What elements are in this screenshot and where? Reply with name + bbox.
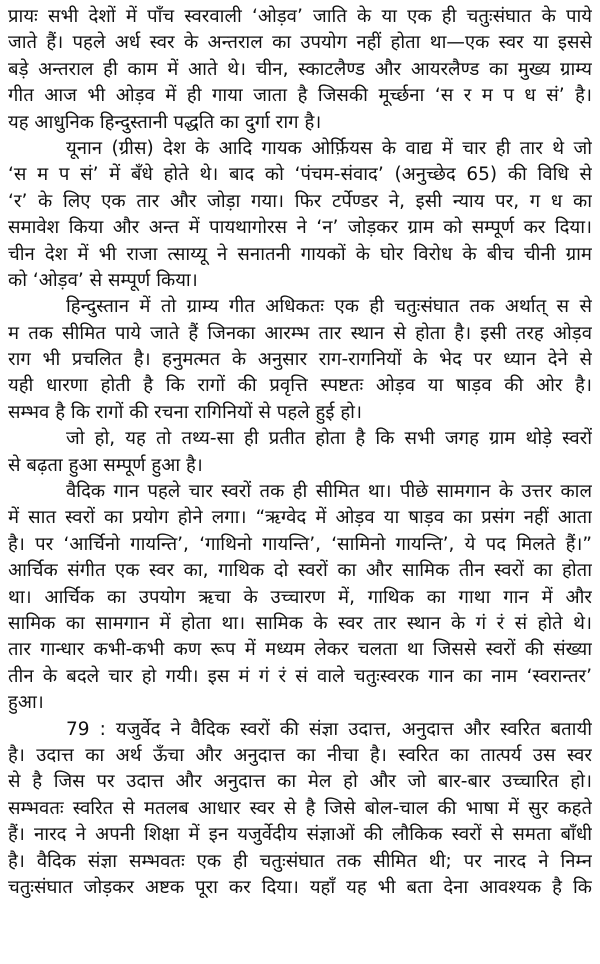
text-line: हैं। नारद ने अपनी शिक्षा में इन यजुर्वेदीय संज्ञाओं की लौकिक स्वरों से समता बाँधी [8,824,592,846]
text-line: चीन देश में भी राजा त्साय्यू ने सनातनी गायकों के घोर विरोध के बीच चीनी ग्राम [8,243,592,265]
paragraph [8,136,592,294]
text-line: है। पर ‘आर्चिनो गायन्ति’, ‘गाथिनो गायन्ति’, ‘सामिनो गायन्ति’, ये पद मिलते हैं।” [8,533,592,555]
paragraph [8,479,592,717]
text-line: में सात स्वरों का प्रयोग होने लगा। “ऋग्वेद में ओड़व या षाड़व का प्रसंग नहीं आता [8,507,592,529]
text-line: जो हो, यह तो तथ्य-सा ही प्रतीत होता है कि सभी जगह ग्राम थोड़े स्वरों [66,428,592,450]
text-line: सम्भव है कि रागों की रचना रागिनियों से पहले हुई हो। [8,401,362,423]
text-line: से बढ़ता हुआ सम्पूर्ण हुआ है। [8,454,203,476]
text-line: जाते हैं। पहले अर्ध स्वर के अन्तराल का उपयोग नहीं होता था—एक स्वर या इससे [8,32,592,54]
text-line: है। उदात्त का अर्थ ऊँचा और अनुदात्त का नीचा है। स्वरित का तात्पर्य उस स्वर [8,744,592,766]
text-line: प्रायः सभी देशों में पाँच स्वरवाली ‘ओड़व’ जाति के या एक ही चतुःसंघात के पाये [8,6,592,27]
text-line: यह आधुनिक हिन्दुस्तानी पद्धति का दुर्गा राग है। [8,111,322,133]
text-line: से है जिस पर उदात्त और अनुदात्त का मेल हो और जो बार-बार उच्चारित हो। [8,771,592,793]
text-line: राग भी प्रचलित है। हनुमत्मत के अनुसार राग-रागनियों के भेद पर ध्यान देने से [8,349,592,371]
text-line: म तक सीमित पाये जाते हैं जिनका आरम्भ तार स्थान से होता है। इसी तरह ओड़व [8,322,592,344]
text-line: सामिक का सामगान में होता था। सामिक के स्वर तार स्थान के गं रं सं होते थे। [8,612,592,634]
text-line: वैदिक गान पहले चार स्वरों तक ही सीमित था। पीछे सामगान के उत्तर काल [66,481,592,503]
text-line: हिन्दुस्तान में तो ग्राम्य गीत अधिकतः एक ही चतुःसंघात तक अर्थात् स से [66,296,592,318]
paragraph [8,717,592,902]
text-line: यूनान (ग्रीस) देश के आदि गायक ओर्फ़ियस के वाद्य में चार ही तार थे जो [66,137,592,159]
text-line: गीत आज भी ओड़व में ही गाया जाता है जिसकी मूर्च्छना ‘स र म प ध सं’ है। [8,85,592,107]
paragraph [8,4,592,136]
text-line: 79 : यजुर्वेद ने वैदिक स्वरों की संज्ञा उदात्त, अनुदात्त और स्वरित बतायी [66,718,592,740]
text-line: सम्भवतः स्वरित से मतलब आधार स्वर से है जिसे बोल-चाल की भाषा में सुर कहते [8,797,592,819]
text-line: हुआ। [8,692,44,714]
paragraph [8,294,592,426]
text-line: तार गान्धार कभी-कभी कण रूप में मध्यम लेकर चलता था जिससे स्वरों की संख्या [8,639,592,661]
text-line: था। आर्चिक का उपयोग ऋचा के उच्चारण में, गाथिक का गाथा गान में और [8,586,592,608]
text-line: यही धारणा होती है कि रागों की प्रवृत्ति स्पष्टतः ओड़व या षाड़व की ओर है। [8,375,592,397]
paragraph [8,426,592,479]
text-line: आर्चिक संगीत एक स्वर का, गाथिक दो स्वरों का और सामिक तीन स्वरों का होता [8,560,592,582]
text-line: बड़े अन्तराल ही काम में आते थे। चीन, स्काटलैण्ड और आयरलैण्ड का मुख्य ग्राम्य [8,58,592,80]
text-line: चतुःसंघात जोड़कर अष्टक पूरा कर दिया। यहाँ यह भी बता देना आवश्यक है कि [8,876,592,898]
text-line: तीन के बदले चार हो गयी। इस मं गं रं सं वाले चतुःस्वरक गान का नाम ‘स्वरान्तर’ [8,665,592,687]
text-line: को ‘ओड़व’ से सम्पूर्ण किया। [8,269,198,291]
text-line: ‘स म प सं’ में बँधे होते थे। बाद को ‘पंचम-संवाद’ (अनुच्छेद 65) की विधि से [8,164,592,186]
text-line: समावेश किया और अन्त में पायथागोरस ने ‘न’ जोड़कर ग्राम को सम्पूर्ण कर दिया। [8,217,592,239]
text-line: ‘र’ के लिए एक तार और जोड़ा गया। फिर टर्पेण्डर ने, इसी न्याय पर, ग ध का [8,190,592,212]
text-line: है। वैदिक संज्ञा सम्भवतः एक ही चतुःसंघात तक सीमित थी; पर नारद ने निम्न [8,850,592,872]
